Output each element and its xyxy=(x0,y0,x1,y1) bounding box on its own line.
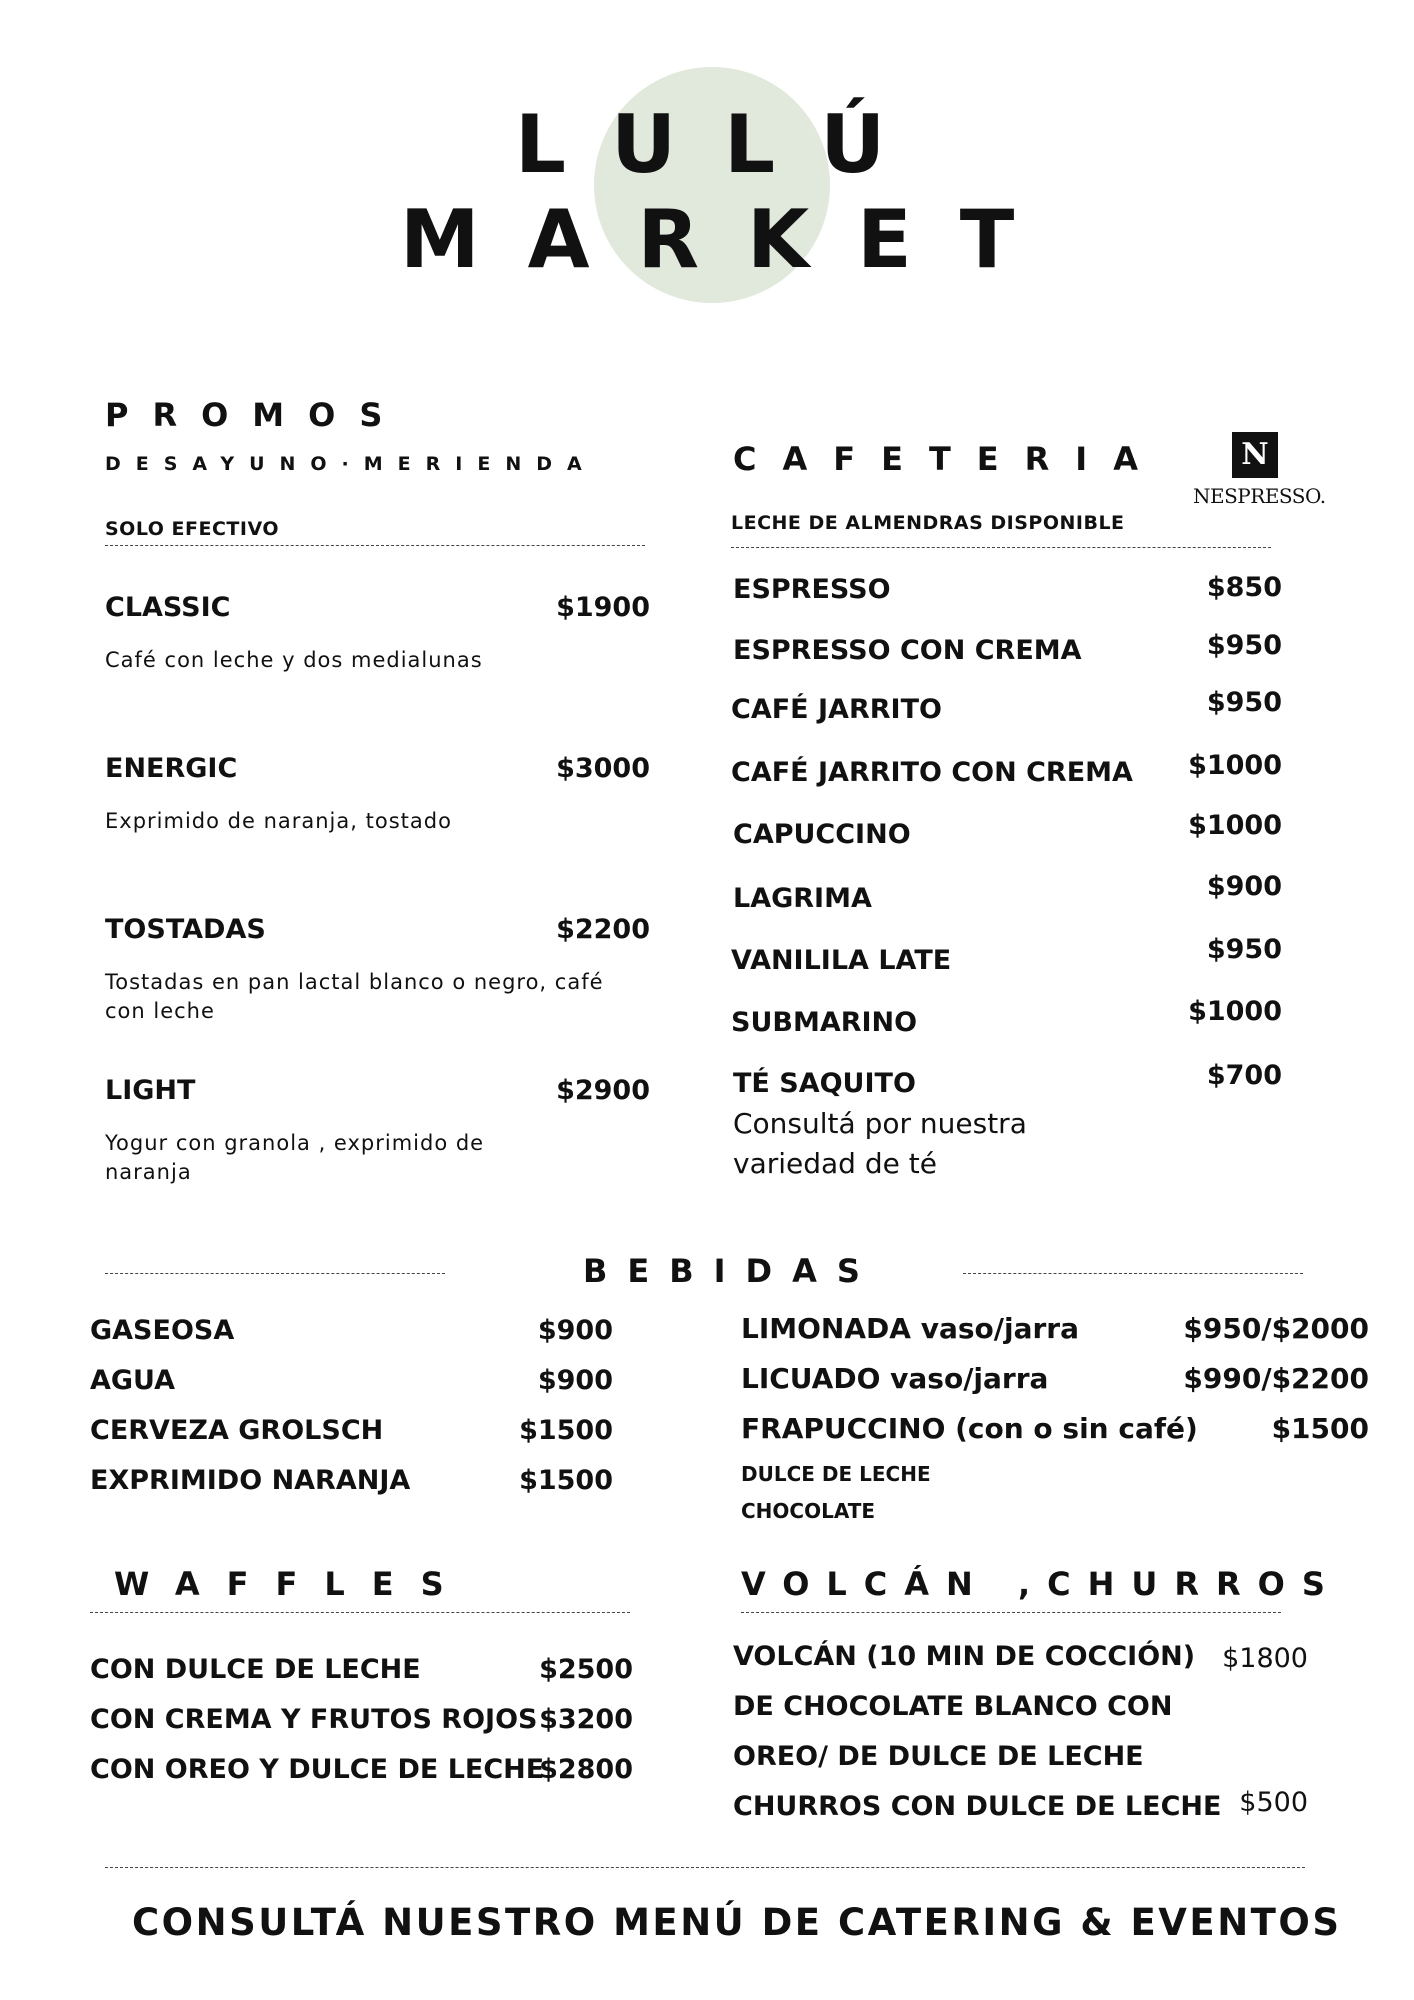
bebida-price-cerveza: $1500 xyxy=(519,1415,613,1446)
cafe-price-capuccino: $1000 xyxy=(1188,810,1282,841)
promos-note: SOLO EFECTIVO xyxy=(105,518,279,540)
promo-desc-energic: Exprimido de naranja, tostado xyxy=(105,809,452,833)
cafe-name-submarino: SUBMARINO xyxy=(731,1007,918,1038)
bebida-price-agua: $900 xyxy=(537,1365,613,1396)
promo-desc-tostadas: Tostadas en pan lactal blanco o negro, café con leche xyxy=(105,970,604,1023)
waffles-title: WAFFLES xyxy=(114,1565,471,1603)
waffles-divider xyxy=(90,1612,630,1613)
bebida-name-gaseosa: GASEOSA xyxy=(90,1315,235,1346)
cafe-price-jarrito-crema: $1000 xyxy=(1188,750,1282,781)
promos-divider xyxy=(105,545,645,546)
promo-desc-classic: Café con leche y dos medialunas xyxy=(105,648,483,672)
bebida-name-agua: AGUA xyxy=(90,1365,176,1396)
nespresso-logo-text: NESPRESSO. xyxy=(1193,484,1326,508)
waffle-price-oreo: $2800 xyxy=(539,1754,633,1785)
cafe-name-capuccino: CAPUCCINO xyxy=(733,819,911,850)
promo-desc-light: Yogur con granola , exprimido de naranja xyxy=(105,1131,485,1184)
cafe-name-vanilla: VANILILA LATE xyxy=(731,945,952,976)
volcan-title: VOLCÁN ,CHURROS xyxy=(741,1565,1342,1603)
bebidas-divider-right xyxy=(963,1273,1303,1274)
promos-subtitle: DESAYUNO·MERIENDA xyxy=(105,453,597,475)
volcan-desc-line-2: OREO/ DE DULCE DE LECHE xyxy=(733,1741,1144,1772)
brand-line-1: LULÚ xyxy=(515,98,934,191)
bebida-name-cerveza: CERVEZA GROLSCH xyxy=(90,1415,384,1446)
bebida-price-limonada: $950/$2000 xyxy=(1183,1312,1369,1345)
cafe-name-jarrito-crema: CAFÉ JARRITO CON CREMA xyxy=(731,757,1133,788)
cafeteria-note: LECHE DE ALMENDRAS DISPONIBLE xyxy=(731,512,1125,534)
waffle-name-ddl: CON DULCE DE LECHE xyxy=(90,1654,421,1685)
bebidas-title: BEBIDAS xyxy=(583,1252,880,1290)
waffle-price-ddl: $2500 xyxy=(539,1654,633,1685)
brand-line-2: MARKET xyxy=(400,193,1063,286)
promo-price-energic: $3000 xyxy=(556,753,650,784)
cafe-price-espresso-crema: $950 xyxy=(1206,630,1282,661)
bebida-name-licuado: LICUADO vaso/jarra xyxy=(741,1362,1049,1395)
bebida-name-limonada: LIMONADA vaso/jarra xyxy=(741,1312,1079,1345)
bebida-name-frapuccino: FRAPUCCINO (con o sin café) xyxy=(741,1412,1198,1445)
cafe-name-espresso: ESPRESSO xyxy=(733,574,891,605)
flavor-chocolate: CHOCOLATE xyxy=(741,1499,876,1523)
promo-price-light: $2900 xyxy=(556,1075,650,1106)
waffle-name-oreo: CON OREO Y DULCE DE LECHE xyxy=(90,1754,545,1785)
bebida-price-licuado: $990/$2200 xyxy=(1183,1362,1369,1395)
footer-cta: CONSULTÁ NUESTRO MENÚ DE CATERING & EVENTOS xyxy=(132,1901,1342,1944)
cafe-price-submarino: $1000 xyxy=(1188,996,1282,1027)
cafe-name-espresso-crema: ESPRESSO CON CREMA xyxy=(733,635,1082,666)
cafe-price-vanilla: $950 xyxy=(1206,934,1282,965)
volcan-desc-line-1: DE CHOCOLATE BLANCO CON xyxy=(733,1691,1173,1722)
churros-name: CHURROS CON DULCE DE LECHE xyxy=(733,1791,1222,1822)
cafeteria-title: CAFETERIA xyxy=(733,440,1164,478)
cafe-price-jarrito: $950 xyxy=(1206,687,1282,718)
churros-price: $500 xyxy=(1239,1787,1308,1818)
cafeteria-divider xyxy=(731,547,1271,548)
cafe-name-lagrima: LAGRIMA xyxy=(733,883,872,914)
bebida-name-exprimido: EXPRIMIDO NARANJA xyxy=(90,1465,411,1496)
promo-price-classic: $1900 xyxy=(556,592,650,623)
promo-name-energic: ENERGIC xyxy=(105,753,238,784)
cafe-name-te: TÉ SAQUITO xyxy=(733,1068,916,1099)
promo-name-classic: CLASSIC xyxy=(105,592,231,623)
cafe-price-te: $700 xyxy=(1206,1060,1282,1091)
bebidas-divider-left xyxy=(105,1273,445,1274)
promo-name-tostadas: TOSTADAS xyxy=(105,914,266,945)
bebida-price-frapuccino: $1500 xyxy=(1271,1412,1369,1445)
waffle-price-crema: $3200 xyxy=(539,1704,633,1735)
cafe-price-lagrima: $900 xyxy=(1206,871,1282,902)
volcan-divider xyxy=(741,1612,1281,1613)
cafe-tea-note: Consultá por nuestra variedad de té xyxy=(733,1107,1027,1180)
volcan-price: $1800 xyxy=(1222,1643,1308,1674)
waffle-name-crema: CON CREMA Y FRUTOS ROJOS xyxy=(90,1704,538,1735)
nespresso-logo-icon: N xyxy=(1232,432,1278,478)
promo-name-light: LIGHT xyxy=(105,1075,196,1106)
promos-title: PROMOS xyxy=(105,396,407,434)
footer-divider xyxy=(105,1867,1305,1868)
flavor-dulce-de-leche: DULCE DE LECHE xyxy=(741,1462,931,1486)
bebida-price-exprimido: $1500 xyxy=(519,1465,613,1496)
volcan-name: VOLCÁN (10 MIN DE COCCIÓN) xyxy=(733,1641,1196,1672)
cafe-price-espresso: $850 xyxy=(1206,572,1282,603)
bebida-price-gaseosa: $900 xyxy=(537,1315,613,1346)
promo-price-tostadas: $2200 xyxy=(556,914,650,945)
cafe-name-jarrito: CAFÉ JARRITO xyxy=(731,694,942,725)
